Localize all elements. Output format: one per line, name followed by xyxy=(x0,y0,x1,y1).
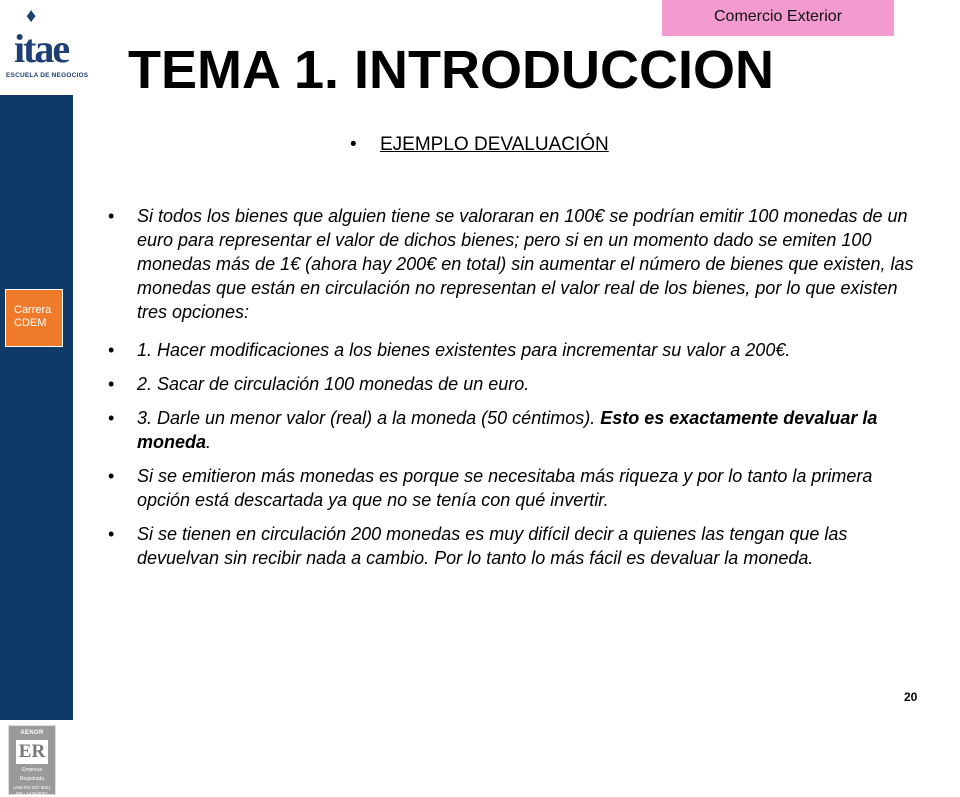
course-tag: Comercio Exterior xyxy=(662,0,894,36)
list-item: • 2. Sacar de circulación 100 monedas de un euro. xyxy=(108,372,928,396)
carrera-label: Carrera xyxy=(14,304,52,316)
section-subtitle-text: EJEMPLO DEVALUACIÓN xyxy=(380,134,609,155)
er-mark: ER xyxy=(16,740,48,764)
emphasis-text: Esto es exactamente devaluar la moneda xyxy=(137,408,878,452)
cdem-label: CDEM xyxy=(14,317,47,329)
page-number: 20 xyxy=(904,690,918,704)
slide-title: TEMA 1. INTRODUCCION xyxy=(128,40,774,100)
bullet-marker: • xyxy=(350,134,357,155)
logo-subtitle: ESCUELA DE NEGOCIOS xyxy=(6,72,89,79)
list-item: • 1. Hacer modificaciones a los bienes existentes para incrementar su valor a 200€. xyxy=(108,338,928,362)
list-item: • Si se emitieron más monedas es porque se necesitaba más riqueza y por lo tanto la primera opción está descartada ya que no se tenía con qué invertir. xyxy=(108,464,928,512)
carrera-badge xyxy=(5,289,63,347)
cert-line-iso: UNE-EN ISO 9001 xyxy=(13,785,51,790)
aenor-certificate xyxy=(8,725,56,795)
cert-line-code: ER - 1435/2007 xyxy=(16,791,48,796)
crown-icon: ♦ xyxy=(26,5,37,27)
bullet-list xyxy=(108,204,928,580)
cert-line-registrada: Registrada xyxy=(19,776,45,782)
list-item: • Si se tienen en circulación 200 monedas es muy difícil decir a quienes las tengan que las devuelvan sin recibir nada a cambio. Por lo tanto lo más fácil es devaluar la moneda. xyxy=(108,522,928,570)
itae-logo xyxy=(4,4,94,90)
list-item: • Si todos los bienes que alguien tiene se valoraran en 100€ se podrían emitir 100 monedas de un euro para representar el valor de dichos bienes; pero si en un momento dado se emiten 100 monedas más de 1€ (ahora hay 200€ en total) sin aumentar el número de bienes que existen, las monedas que están en circulación no representan el valor real de los bienes, por lo que existen tres opciones: xyxy=(108,204,928,324)
logo-brand: itae xyxy=(14,26,69,71)
aenor-label: AENOR xyxy=(20,730,44,736)
section-subtitle xyxy=(350,134,609,156)
list-item: • 3. Darle un menor valor (real) a la moneda (50 céntimos). Esto es exactamente devaluar la moneda. xyxy=(108,406,928,454)
sidebar xyxy=(0,95,73,796)
cert-line-empresa: Empresa xyxy=(21,767,42,773)
